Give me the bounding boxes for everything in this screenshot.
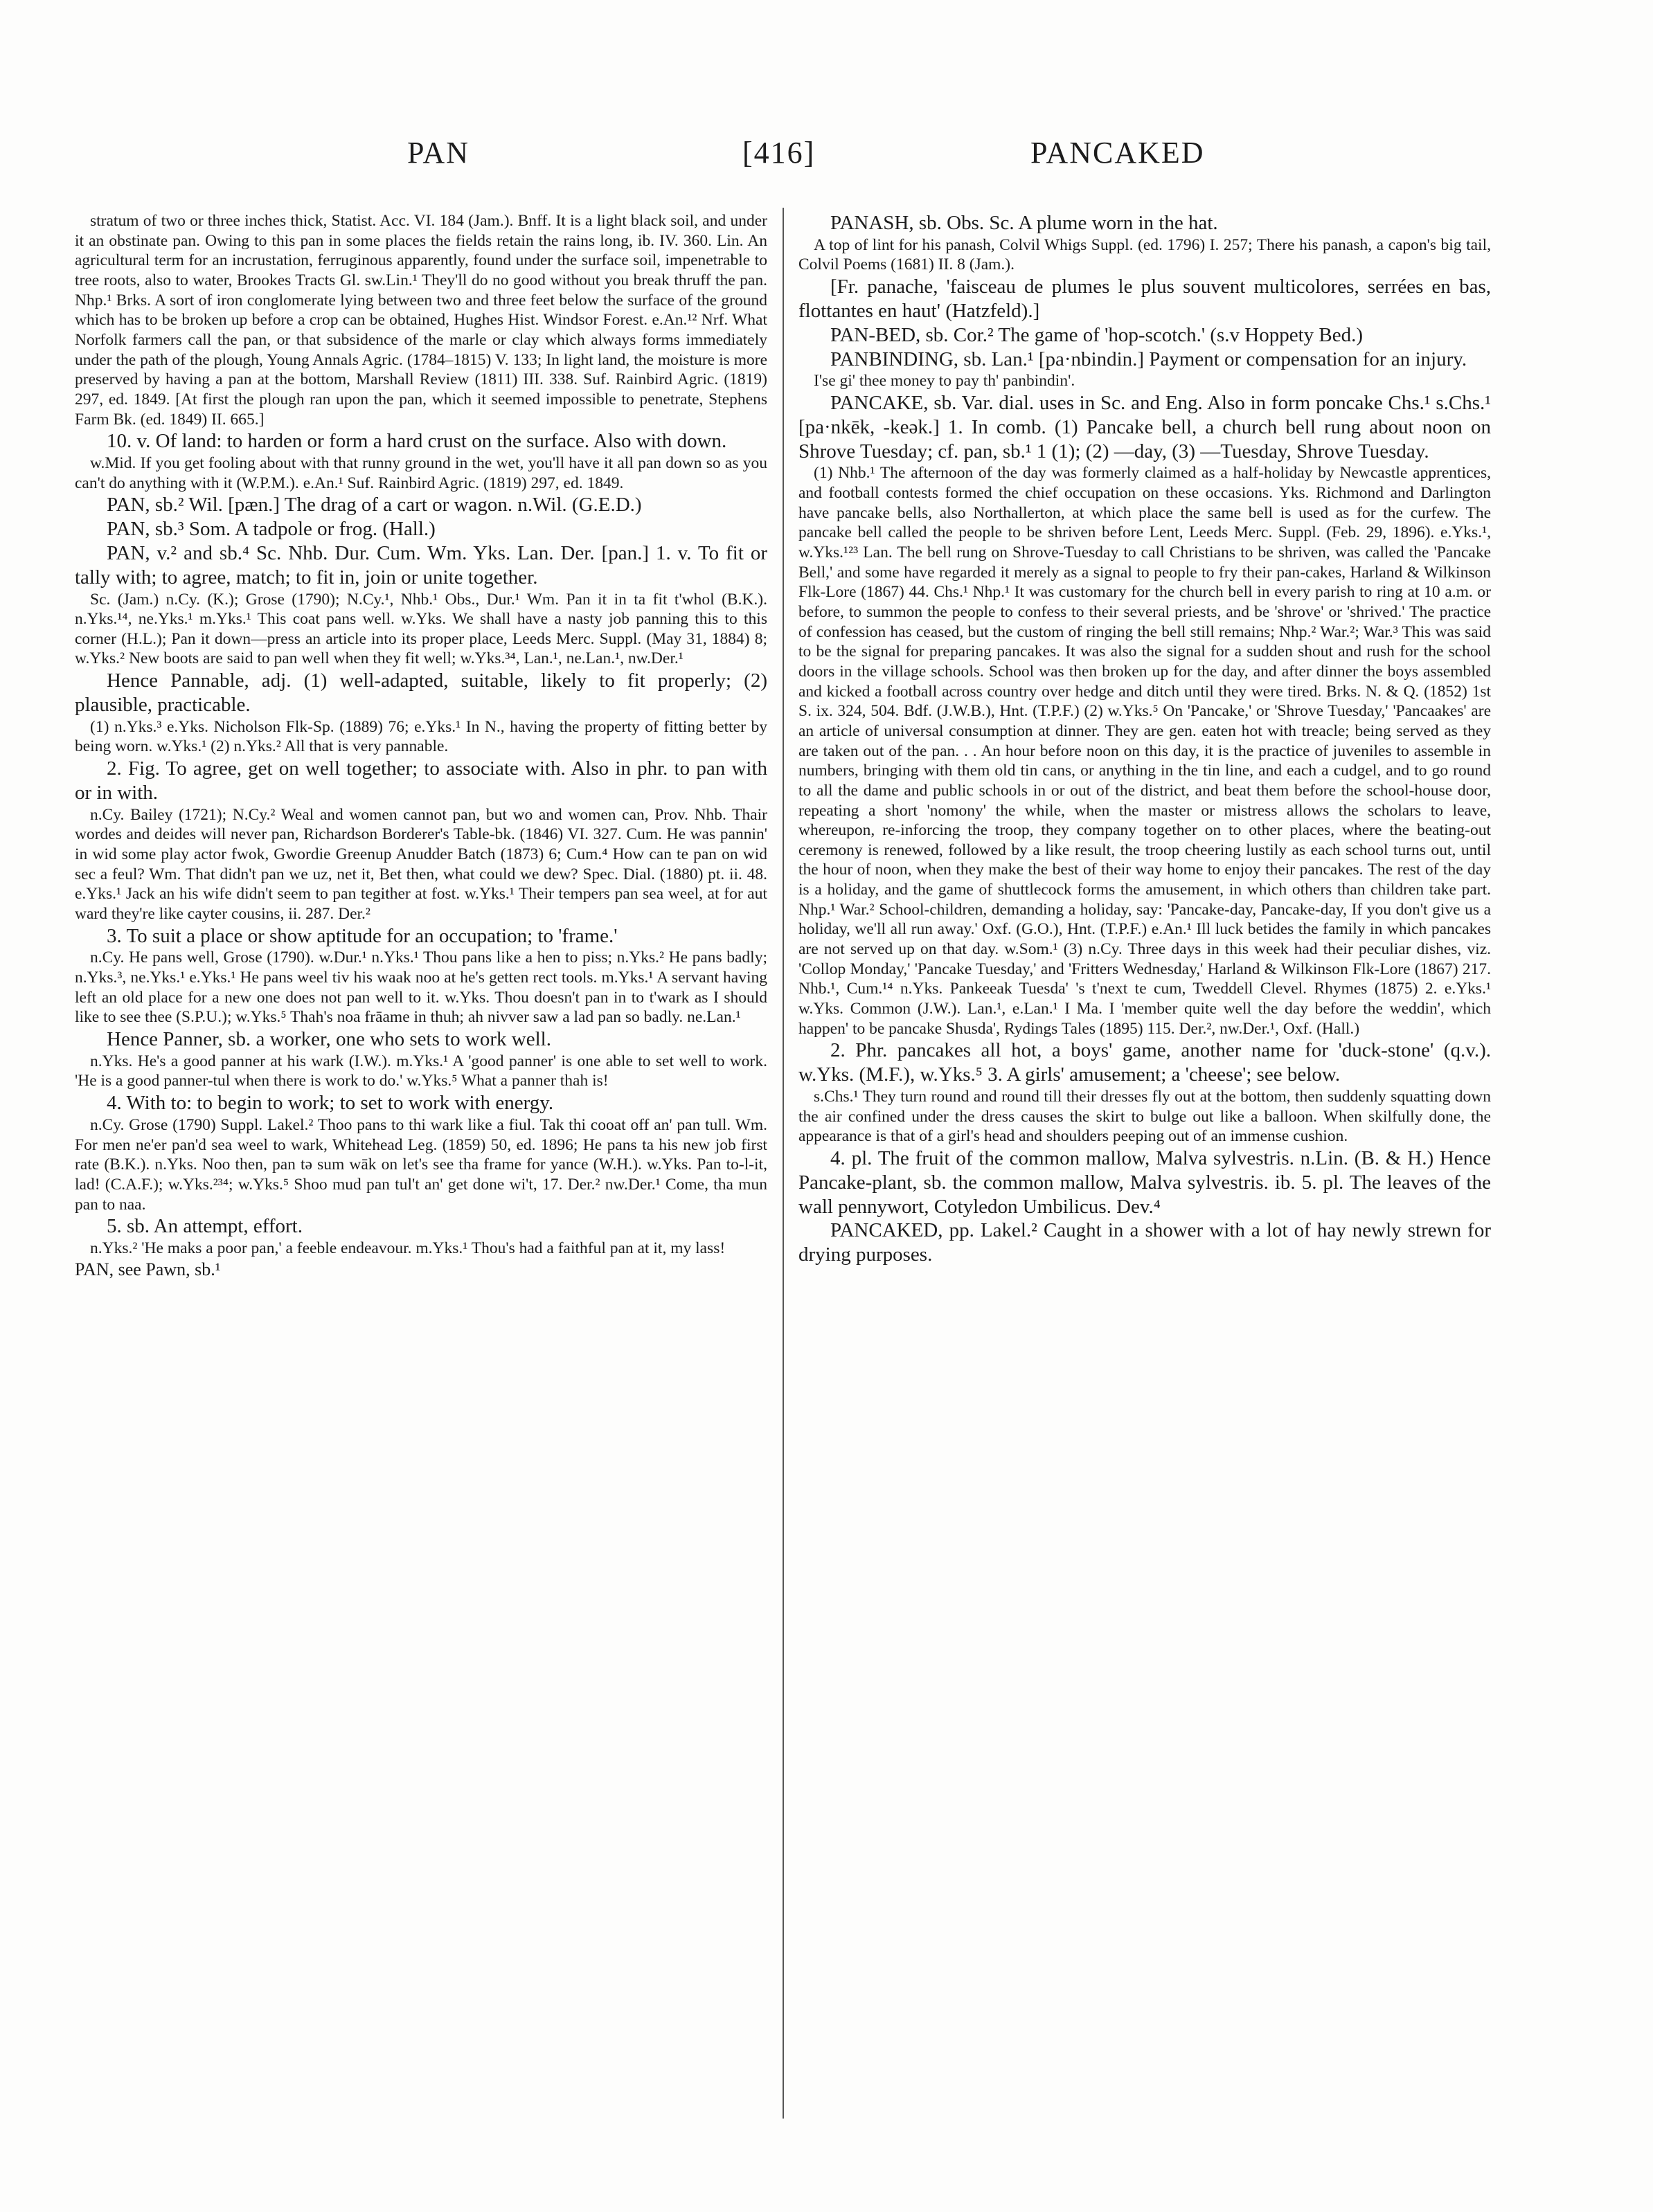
running-head-right: PANCAKED [1030, 136, 1205, 170]
sense-definition: 5. sb. An attempt, effort. [107, 1215, 303, 1238]
citation-paragraph: n.Yks.² 'He maks a poor pan,' a feeble endeavour. m.Yks.¹ Thou's had a faithful pan at it, my lass! [90, 1239, 726, 1257]
headword-entry: PAN-BED, sb. Cor.² The game of 'hop-scotch.' (s.v Hoppety Bed.) [830, 323, 1364, 346]
sense-definition: 3. To suit a place or show aptitude for an occupation; to 'frame.' [107, 924, 618, 947]
sense-definition: 2. Phr. pancakes all hot, a boys' game, another name for 'duck-stone' (q.v.). w.Yks. (M.F.), w.Yks.⁵ 3. A girls' amusement; a 'cheese'; see below. [798, 1039, 1491, 1086]
running-head-left: PAN [407, 136, 470, 170]
citation-paragraph: stratum of two or three inches thick, Statist. Acc. VI. 184 (Jam.). Bnff. It is a light black soil, and under it an obstinate pan. Owing to this pan in some places the fields retain the rains long, ib. IV. 360. Lin. An agricultural term for an incrustation, ferruginous apparently, found under the surface soil, impenetrable to tree roots, also to water, Brookes Tracts Gl. sw.Lin.¹ They'll do no good without you break thruff the pan. Nhp.¹ Brks. A sort of iron conglomerate lying between two and three feet below the surface of the ground which has to be broken up before a crop can be obtained, Hughes Hist. Windsor Forest. e.An.¹² Nrf. What Norfolk farmers call the pan, or that subsidence of the marle or clay which always forms immediately under the path of the plough, Young Annals Agric. (1784–1815) V. 133; In light land, the moisture is more preserved by having a pan at the bottom, Marshall Review (1811) III. 338. Suf. Rainbird Agric. (1819) 297, ed. 1849. [At first the plough ran upon the pan, which it seemed impossible to penetrate, Stephens Farm Bk. (ed. 1849) II. 665.] [75, 212, 767, 429]
column-divider [783, 208, 784, 2119]
cross-reference: PAN, see Pawn, sb.¹ [75, 1259, 221, 1279]
sense-definition: Hence Pannable, adj. (1) well-adapted, suitable, likely to fit properly; (2) plausible, practicable. [75, 669, 767, 716]
citation-paragraph: n.Yks. He's a good panner at his wark (I.W.). m.Yks.¹ A 'good panner' is one able to set well to work. 'He is a good panner-tul when there is work to do.' w.Yks.⁵ What a panner thah is! [75, 1052, 767, 1090]
citation-paragraph: w.Mid. If you get fooling about with that runny ground in the wet, you'll have it all pan down so as you can't do anything with it (W.P.M.). e.An.¹ Suf. Rainbird Agric. (1819) 297, ed. 1849. [75, 454, 767, 492]
page-header [0, 135, 1653, 183]
citation-paragraph: s.Chs.¹ They turn round and round till their dresses fly out at the bottom, then suddenly squatting down the air confined under the dress causes the skirt to bulge out like a balloon. When skilfully done, the appearance is that of a girl's head and shoulders peeping out of an immense cushion. [798, 1087, 1491, 1146]
left-column [75, 211, 767, 1280]
sense-definition: 4. pl. The fruit of the common mallow, Malva sylvestris. n.Lin. (B. & H.) Hence Pancake-plant, sb. the common mallow, Malva sylvestris. ib. 5. pl. The leaves of the wall pennywort, Cotyledon Umbilicus. Dev.⁴ [798, 1147, 1491, 1218]
headword-entry: PAN, sb.² Wil. [pæn.] The drag of a cart or wagon. n.Wil. (G.E.D.) [107, 494, 642, 516]
headword-entry: PANCAKED, pp. Lakel.² Caught in a shower with a lot of hay newly strewn for drying purposes. [798, 1219, 1491, 1266]
sense-definition: Hence Panner, sb. a worker, one who sets to work well. [107, 1028, 551, 1050]
citation-paragraph: (1) Nhb.¹ The afternoon of the day was formerly claimed as a half-holiday by Newcastle apprentices, and football contests formed the chief occupation on these occasions. Yks. Richmond and Darlington have pancake bells, also Northallerton, at which place the same bell is used as for the curfew. The pancake bell called the people to be shriven before Lent, Leeds Merc. Suppl. (Feb. 29, 1896). e.Yks.¹, w.Yks.¹²³ Lan. The bell rung on Shrove-Tuesday to call Christians to be shriven, was called the 'Pancake Bell,' and some have regarded it merely as a signal to people to fry their pan-cakes, Harland & Wilkinson Flk-Lore (1867) 44. Chs.¹ Nhp.¹ It was customary for the church bell in every parish to ring at 10 a.m. or before, to summon the people to confess to their several priests, and be 'shrove' or 'shrived.' The practice of confession has ceased, but the custom of ringing the bell still remains; Nhp.² War.²; War.³ This was said to be the signal for preparing pancakes. It was also the signal for a sudden shout and rush for the school doors in the village schools. School was then broken up for the day, and after dinner the boys assembled and kicked a football across country over hedge and ditch until they were tired. Brks. N. & Q. (1852) 1st S. ix. 324, 504. Bdf. (J.W.B.), Hnt. (T.P.F.) (2) w.Yks.⁵ On 'Pancake,' or 'Shrove Tuesday,' 'Pancaakes' are an article of universal consumption at dinner. They are gen. eaten hot with treacle; being served as they are taken out of the pan. . . An hour before noon on this day, it is the practice of juveniles to assemble in numbers, bringing with them old tin cans, or anything in the tin line, and each a cudgel, and to go round to all the dame and public schools in or out of the district, and beat them before the school-house door, repeating a short 'nomony' the while, when the master or mistress allows the scholars to leave, whereupon, re-inforcing the troop, they company together on to other places, where the beating-out ceremony is renewed, followed by a like result, the troop cheering lustily as each school turns out, until the hour of noon, when they make the best of their way home to enjoy their pancakes. The rest of the day is a holiday, and the game of shuttlecock forms the amusement, in which others than children take part. Nhp.¹ War.² School-children, demanding a holiday, say: 'Pancake-day, Pancake-day, If you don't give us a holiday, we'll all run away.' Oxf. (G.O.), Hnt. (T.P.F.) e.An.¹ Ill luck betides the family in which pancakes are not served up on that day. w.Som.¹ (3) n.Cy. Three days in this week had their peculiar dishes, viz. 'Collop Monday,' 'Pancake Tuesday,' and 'Fritters Wednesday,' Harland & Wilkinson Flk-Lore (1867) 217. Nhb.¹, Cum.¹⁴ n.Yks. Pankeeak Tuesda' 's t'next te cum, Tweddell Clevel. Rhymes (1875) 2. e.Yks.¹ w.Yks. Common (J.W.). Lan.¹, e.Lan.¹ I Ma. I 'member quite well the day before the weddin', which happen' to be pancake Shusda', Rydings Tales (1895) 115. Der.², nw.Der.¹, Oxf. (Hall.) [798, 464, 1491, 1038]
citation-paragraph: n.Cy. He pans well, Grose (1790). w.Dur.¹ n.Yks.¹ Thou pans like a hen to piss; n.Yks.² He pans badly; n.Yks.³, ne.Yks.¹ e.Yks.¹ He pans weel tiv his waak noo at he's getten rect tools. m.Yks.¹ A servant having left an old place for a new one does not pan well to it. w.Yks. Thou doesn't pan in to t'wark as I should like to see thee (S.P.U.); w.Yks.⁵ Thah's noa frāame in thuh; ah nivver saw a lad pan so badly. ne.Lan.¹ [75, 948, 767, 1027]
sense-definition: 4. With to: to begin to work; to set to work with energy. [107, 1092, 554, 1115]
citation-paragraph: n.Cy. Bailey (1721); N.Cy.² Weal and women cannot pan, but wo and women can, Prov. Nhb. Thair wordes and deides will never pan, Richardson Borderer's Table-bk. (1846) VI. 327. Cum. He was pannin' in wid some play actor fwok, Gwordie Greenup Anudder Batch (1873) 6; Cum.⁴ How can te pan on wid sec a feul? Wm. That didn't pan we uz, net it, Bet then, what could we dew? Spec. Dial. (1880) pt. ii. 48. e.Yks.¹ Jack an his wife didn't seem to pan tegither at fost. w.Yks.¹ Their tempers pan sea weel, at for aut ward they're like cayter cousins, ii. 287. Der.² [75, 805, 767, 923]
citation-paragraph: n.Cy. Grose (1790) Suppl. Lakel.² Thoo pans to thi wark like a fiul. Tak thi cooat off an' pan tull. Wm. For men ne'er pan'd sea weel to wark, Whitehead Leg. (1859) 50, ed. 1896; He pans ta his new job first rate (B.K.). n.Yks. Noo then, pan tə sum wāk on let's see tha frame for yance (W.H.). w.Yks. Pan to-l-it, lad! (C.A.F.); w.Yks.²³⁴; w.Yks.⁵ Shoo mud pan tul't an' get done wi't, 17. Der.² nw.Der.¹ Come, tha mun pan to naa. [75, 1115, 767, 1214]
sense-definition: 10. v. Of land: to harden or form a hard crust on the surface. Also with down. [107, 430, 727, 453]
headword-entry: PANBINDING, sb. Lan.¹ [pa·nbindin.] Payment or compensation for an injury. [830, 348, 1467, 370]
headword-entry: PANASH, sb. Obs. Sc. A plume worn in the hat. [830, 212, 1218, 234]
citation-paragraph: Sc. (Jam.) n.Cy. (K.); Grose (1790); N.Cy.¹, Nhb.¹ Obs., Dur.¹ Wm. Pan it in ta fit t'whol (B.K.). n.Yks.¹⁴, ne.Yks.¹ m.Yks.¹ This coat pans well. w.Yks. We shall have a nasty job panning this to this corner (H.L.); Pan it down—press an article into its proper place, Leeds Merc. Suppl. (May 31, 1884) 8; w.Yks.² New boots are said to pan well when they fit well; w.Yks.³⁴, Lan.¹, ne.Lan.¹, nw.Der.¹ [75, 590, 767, 668]
sense-definition: [Fr. panache, 'faisceau de plumes le plus souvent multicolores, serrées en bas, flottantes en haut' (Hatzfeld).] [798, 276, 1491, 322]
headword-entry: PAN, v.² and sb.⁴ Sc. Nhb. Dur. Cum. Wm. Yks. Lan. Der. [pan.] 1. v. To fit or tally with; to agree, match; to fit in, join or unite together. [75, 541, 767, 588]
sense-definition: 2. Fig. To agree, get on well together; to associate with. Also in phr. to pan with or in with. [75, 757, 767, 804]
citation-paragraph: (1) n.Yks.³ e.Yks. Nicholson Flk-Sp. (1889) 76; e.Yks.¹ In N., having the property of fitting better by being worn. w.Yks.¹ (2) n.Yks.² All that is very pannable. [75, 717, 767, 756]
headword-entry: PAN, sb.³ Som. A tadpole or frog. (Hall.) [107, 518, 436, 541]
right-column [798, 211, 1491, 1267]
page-number: [416] [742, 136, 816, 170]
citation-paragraph: I'se gi' thee money to pay th' panbindin'. [814, 372, 1075, 390]
citation-paragraph: A top of lint for his panash, Colvil Whigs Suppl. (ed. 1796) I. 257; There his panash, a capon's big tail, Colvil Poems (1681) II. 8 (Jam.). [798, 235, 1491, 274]
headword-entry: PANCAKE, sb. Var. dial. uses in Sc. and Eng. Also in form poncake Chs.¹ s.Chs.¹ [pa·nkēk, -keək.] 1. In comb. (1) Pancake bell, a church bell rung about noon on Shrove Tuesday; cf. pan, sb.¹ 1 (1); (2) —day, (3) —Tuesday, Shrove Tuesday. [798, 391, 1491, 462]
